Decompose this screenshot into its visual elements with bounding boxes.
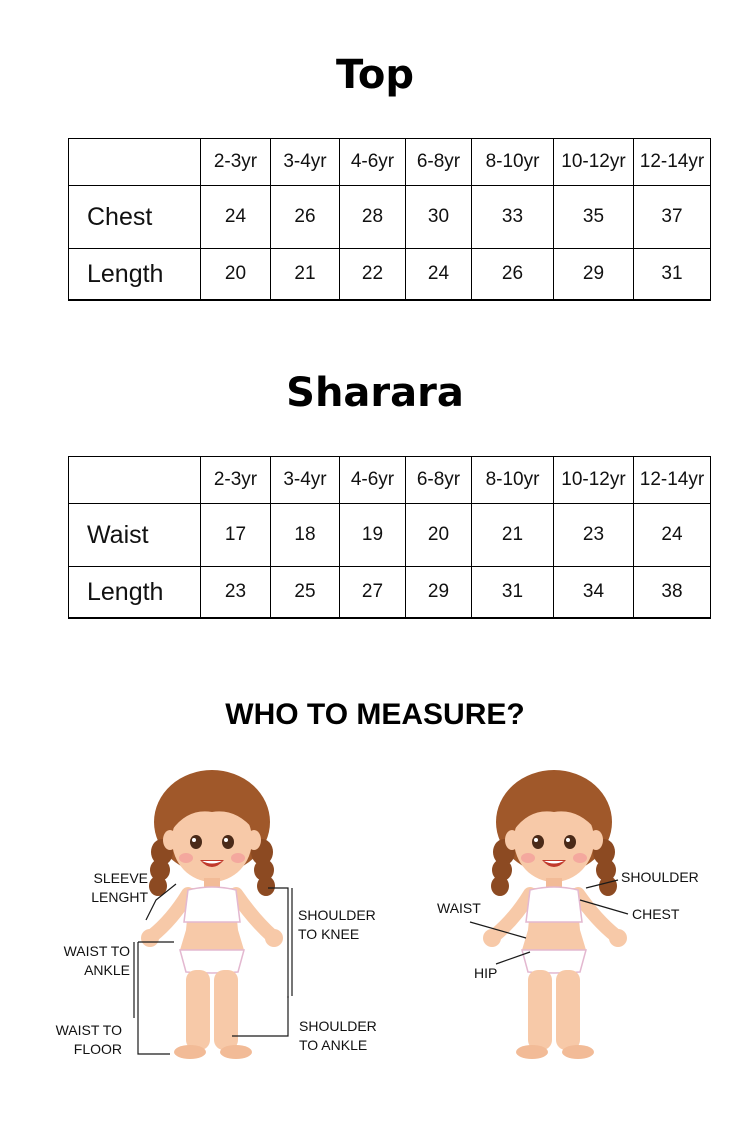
row-label: Length [69, 249, 201, 301]
size-header: 3-4yr [271, 139, 340, 186]
size-header: 2-3yr [201, 139, 271, 186]
size-header: 2-3yr [201, 457, 271, 504]
table-cell: 23 [201, 567, 271, 619]
size-header: 6-8yr [406, 139, 472, 186]
table-cell: 24 [406, 249, 472, 301]
table-cell: 23 [554, 504, 634, 567]
table-cell: 20 [406, 504, 472, 567]
table-cell: 19 [340, 504, 406, 567]
size-header: 6-8yr [406, 457, 472, 504]
table-cell: 29 [406, 567, 472, 619]
table-cell: 31 [634, 249, 711, 301]
table-row [69, 567, 711, 619]
row-label: Waist [69, 504, 201, 567]
table-row [69, 504, 711, 567]
row-label: Chest [69, 186, 201, 249]
table-cell: 28 [340, 186, 406, 249]
row-label: Length [69, 567, 201, 619]
shoulder-to-knee-label: SHOULDER TO KNEE [298, 907, 376, 942]
table-cell: 24 [201, 186, 271, 249]
table-cell: 29 [554, 249, 634, 301]
table-cell: 35 [554, 186, 634, 249]
waist-to-floor-label: WAIST TO FLOOR [55, 1022, 122, 1057]
size-header: 4-6yr [340, 139, 406, 186]
table-cell: 26 [472, 249, 554, 301]
shoulder-label: SHOULDER [621, 869, 699, 885]
waist-to-ankle-label: WAIST TO ANKLE [63, 943, 130, 978]
table-row [69, 186, 711, 249]
size-header: 12-14yr [634, 139, 711, 186]
sleeve-length-label: SLEEVE LENGHT [91, 870, 148, 905]
table-cell: 18 [271, 504, 340, 567]
table-header-row [69, 457, 711, 504]
size-header: 3-4yr [271, 457, 340, 504]
table-cell: 25 [271, 567, 340, 619]
table-cell: 21 [472, 504, 554, 567]
size-header: 8-10yr [472, 457, 554, 504]
measure-title: WHO TO MEASURE? [225, 698, 525, 731]
girl-figure-right [380, 760, 750, 1080]
size-header: 8-10yr [472, 139, 554, 186]
shoulder-to-ankle-label: SHOULDER TO ANKLE [299, 1018, 377, 1053]
table-cell: 27 [340, 567, 406, 619]
table-cell: 33 [472, 186, 554, 249]
table-header-row [69, 139, 711, 186]
table-cell: 24 [634, 504, 711, 567]
size-header: 12-14yr [634, 457, 711, 504]
table-cell: 26 [271, 186, 340, 249]
table-cell: 34 [554, 567, 634, 619]
size-header: 10-12yr [554, 457, 634, 504]
table-cell: 17 [201, 504, 271, 567]
table-cell: 38 [634, 567, 711, 619]
top-size-table [68, 138, 711, 301]
corner-cell [69, 139, 201, 186]
table-cell: 21 [271, 249, 340, 301]
size-header: 4-6yr [340, 457, 406, 504]
sharara-size-table [68, 456, 711, 619]
table-row [69, 249, 711, 301]
table-cell: 20 [201, 249, 271, 301]
table-cell: 31 [472, 567, 554, 619]
chest-label: CHEST [632, 906, 680, 922]
hip-label: HIP [474, 965, 498, 981]
table-cell: 22 [340, 249, 406, 301]
corner-cell [69, 457, 201, 504]
table-cell: 37 [634, 186, 711, 249]
table-cell: 30 [406, 186, 472, 249]
size-header: 10-12yr [554, 139, 634, 186]
waist-label: WAIST [437, 900, 481, 916]
top-title: Top [335, 52, 415, 98]
sharara-title: Sharara [286, 370, 464, 416]
